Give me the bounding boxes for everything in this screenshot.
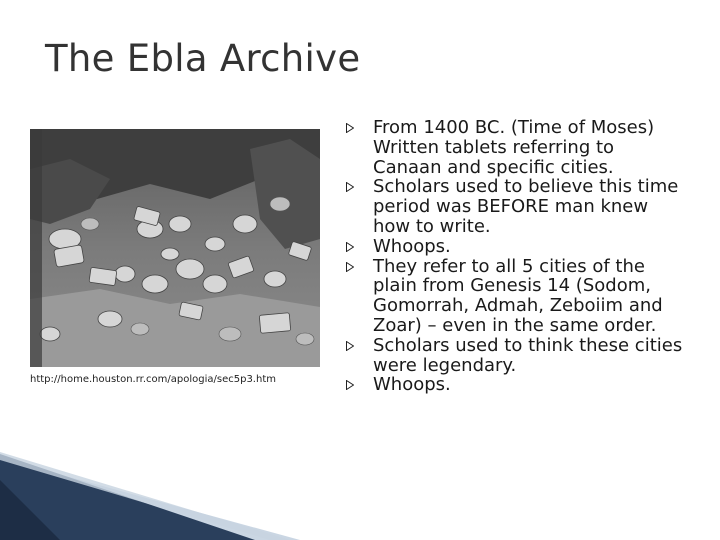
bullet-item — [345, 237, 685, 257]
triangle-bullet-icon — [346, 380, 354, 390]
bullet-item — [345, 375, 685, 395]
triangle-bullet-icon — [346, 262, 354, 272]
bullet-item — [345, 336, 685, 376]
bullet-text: They refer to all 5 cities of the plain from Genesis 14 (Sodom, Gomorrah, Admah, Zeboiim and Zoar) – even in the same order. — [373, 255, 663, 336]
bullet-text: Scholars used to believe this time period was BEFORE man knew how to write. — [373, 176, 679, 237]
bullet-item — [345, 118, 685, 177]
excavation-photo — [30, 129, 320, 367]
slide-title: The Ebla Archive — [45, 37, 361, 80]
bullet-text: Whoops. — [373, 374, 451, 396]
bullet-item — [345, 257, 685, 336]
bullet-list — [345, 118, 685, 395]
bullet-item — [345, 177, 685, 236]
bullet-text: From 1400 BC. (Time of Moses) Written tablets referring to Canaan and specific cities. — [373, 117, 655, 178]
triangle-bullet-icon — [346, 242, 354, 252]
swoosh-decoration — [0, 440, 720, 540]
triangle-bullet-icon — [346, 123, 354, 133]
image-source-caption: http://home.houston.rr.com/apologia/sec5p3.htm — [30, 374, 276, 385]
triangle-bullet-icon — [346, 341, 354, 351]
excavation-photo-graphic — [30, 129, 320, 367]
triangle-bullet-icon — [346, 182, 354, 192]
bullet-text: Scholars used to think these cities were legendary. — [373, 334, 683, 376]
bullet-text: Whoops. — [373, 235, 451, 257]
